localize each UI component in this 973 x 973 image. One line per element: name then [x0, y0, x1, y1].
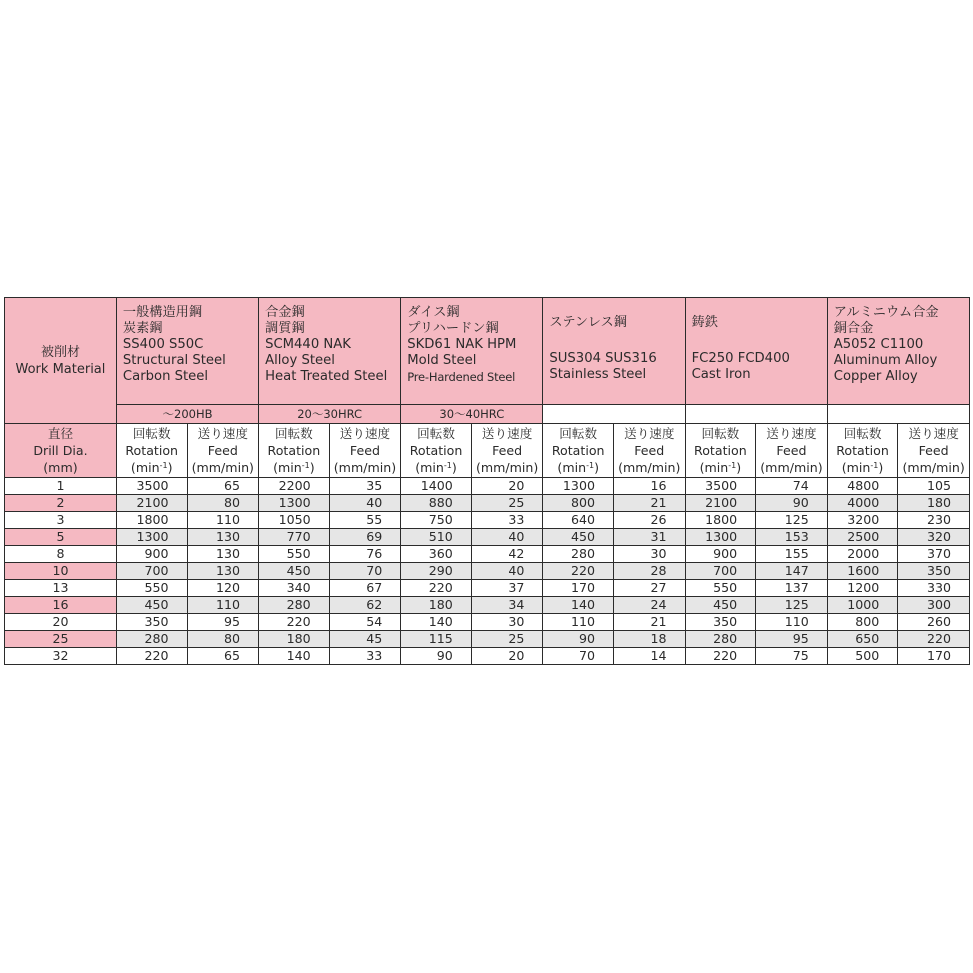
feed-cell: 40 [471, 529, 543, 546]
rotation-cell: 1800 [685, 512, 756, 529]
feed-cell: 20 [471, 478, 543, 495]
material-en-line: Copper Alloy [833, 369, 918, 384]
material-en-line: Cast Iron [691, 367, 751, 382]
feed-cell: 130 [187, 529, 259, 546]
feed-cell: 105 [898, 478, 970, 495]
rotation-header [401, 424, 472, 478]
rotation-cell: 3500 [685, 478, 756, 495]
feed-cell: 16 [613, 478, 685, 495]
rotation-en: Rotation [551, 443, 605, 458]
material-aluminum-alloy [827, 298, 969, 405]
material-en-line: Aluminum Alloy [833, 353, 938, 368]
feed-cell: 21 [613, 614, 685, 631]
rotation-cell: 700 [685, 563, 756, 580]
drill-dia-cell: 32 [5, 648, 117, 665]
rotation-unit: $(\min^{-1})$ [557, 460, 599, 475]
feed-cell: 155 [756, 546, 828, 563]
rotation-cell: 900 [116, 546, 187, 563]
rotation-en: Rotation [409, 443, 463, 458]
feed-cell: 120 [187, 580, 259, 597]
feed-cell: 21 [613, 495, 685, 512]
feed-cell: 153 [756, 529, 828, 546]
table-row [5, 631, 970, 648]
feed-cell: 130 [187, 546, 259, 563]
rotation-cell: 2100 [116, 495, 187, 512]
feed-header [187, 424, 259, 478]
rotation-cell: 2100 [685, 495, 756, 512]
rotation-cell: 90 [401, 648, 472, 665]
material-grade: SUS304 SUS316 [549, 351, 657, 366]
material-grade: SCM440 NAK [265, 337, 351, 352]
feed-cell: 170 [898, 648, 970, 665]
rotation-cell: 70 [543, 648, 614, 665]
material-jp-line: 銅合金 [833, 321, 874, 336]
feed-cell: 20 [471, 648, 543, 665]
feed-cell: 76 [329, 546, 401, 563]
feed-cell: 74 [756, 478, 828, 495]
feed-cell: 137 [756, 580, 828, 597]
feed-en: Feed [634, 443, 665, 458]
table-row [5, 512, 970, 529]
hardness-row [5, 405, 970, 424]
table-row [5, 648, 970, 665]
rotation-jp: 回転数 [843, 426, 882, 441]
feed-cell: 95 [187, 614, 259, 631]
material-alloy-steel [259, 298, 401, 405]
feed-cell: 300 [898, 597, 970, 614]
material-jp-line: 鋳鉄 [691, 315, 718, 330]
material-carbon-steel [116, 298, 258, 405]
rotation-cell: 170 [543, 580, 614, 597]
feed-cell: 110 [187, 512, 259, 529]
feed-cell: 65 [187, 648, 259, 665]
feed-cell: 95 [756, 631, 828, 648]
rotation-jp: 回転数 [132, 426, 171, 441]
rotation-cell: 1000 [827, 597, 898, 614]
table-row [5, 529, 970, 546]
feed-cell: 37 [471, 580, 543, 597]
work-material-header [5, 298, 117, 424]
rotation-cell: 640 [543, 512, 614, 529]
data-body [5, 478, 970, 665]
hardness-cell [827, 405, 969, 424]
rotation-cell: 1800 [116, 512, 187, 529]
rotation-unit: $(\min^{-1})$ [273, 460, 315, 475]
feed-header [756, 424, 828, 478]
feed-jp: 送り速度 [481, 426, 533, 441]
rotation-cell: 290 [401, 563, 472, 580]
feed-cell: 130 [187, 563, 259, 580]
rotation-cell: 510 [401, 529, 472, 546]
rotation-cell: 450 [543, 529, 614, 546]
rotation-cell: 500 [827, 648, 898, 665]
feed-cell: 260 [898, 614, 970, 631]
rotation-cell: 450 [259, 563, 330, 580]
rotation-cell: 550 [259, 546, 330, 563]
rotation-unit: $(\min^{-1})$ [130, 460, 173, 475]
feed-cell: 180 [898, 495, 970, 512]
rotation-jp: 回転数 [417, 426, 455, 441]
feed-cell: 40 [329, 495, 401, 512]
material-en-line: Mold Steel [407, 353, 477, 368]
rotation-cell: 140 [259, 648, 330, 665]
rotation-header [827, 424, 898, 478]
feed-cell: 30 [613, 546, 685, 563]
feed-cell: 35 [329, 478, 401, 495]
rotation-cell: 280 [116, 631, 187, 648]
rotation-cell: 140 [543, 597, 614, 614]
material-jp-line: 一般構造用鋼 [122, 305, 203, 320]
rotation-cell: 220 [116, 648, 187, 665]
material-stainless-steel [543, 298, 685, 405]
material-jp-line: 調質鋼 [265, 321, 305, 336]
rotation-cell: 900 [685, 546, 756, 563]
feed-cell: 220 [898, 631, 970, 648]
drill-dia-cell: 20 [5, 614, 117, 631]
feed-cell: 370 [898, 546, 970, 563]
rotation-cell: 280 [685, 631, 756, 648]
rotation-cell: 3200 [827, 512, 898, 529]
feed-cell: 69 [329, 529, 401, 546]
rotation-cell: 350 [116, 614, 187, 631]
rotation-cell: 140 [401, 614, 472, 631]
rotation-cell: 2200 [259, 478, 330, 495]
rotation-cell: 1300 [259, 495, 330, 512]
rotation-cell: 800 [543, 495, 614, 512]
material-grade: SKD61 NAK HPM [407, 337, 517, 352]
rotation-header [685, 424, 756, 478]
material-en-line: Stainless Steel [549, 367, 647, 382]
rotation-cell: 1400 [401, 478, 472, 495]
feed-cell: 67 [329, 580, 401, 597]
drill-dia-cell: 2 [5, 495, 117, 512]
drill-dia-cell: 16 [5, 597, 117, 614]
feed-cell: 80 [187, 631, 259, 648]
feed-cell: 330 [898, 580, 970, 597]
table-row [5, 478, 970, 495]
rotation-cell: 1200 [827, 580, 898, 597]
material-header-row [5, 298, 970, 405]
rotation-header [116, 424, 187, 478]
drill-dia-cell: 10 [5, 563, 117, 580]
rotation-cell: 750 [401, 512, 472, 529]
feed-cell: 90 [756, 495, 828, 512]
feed-cell: 125 [756, 512, 828, 529]
rotation-cell: 4800 [827, 478, 898, 495]
feed-cell: 110 [756, 614, 828, 631]
rotation-jp: 回転数 [274, 426, 313, 441]
rotation-cell: 2500 [827, 529, 898, 546]
cutting-conditions-table [4, 297, 970, 665]
feed-cell: 14 [613, 648, 685, 665]
material-mold-steel [401, 298, 543, 405]
rotation-cell: 3500 [116, 478, 187, 495]
feed-jp: 送り速度 [197, 426, 248, 441]
material-en-line: Heat Treated Steel [265, 369, 388, 384]
material-en-line: Pre-Hardened Steel [407, 370, 516, 384]
table-row [5, 495, 970, 512]
rotation-cell: 115 [401, 631, 472, 648]
hardness-cell: 30～40HRC [401, 405, 543, 424]
feed-cell: 34 [471, 597, 543, 614]
feed-cell: 320 [898, 529, 970, 546]
drill-dia-cell: 1 [5, 478, 117, 495]
table-row [5, 580, 970, 597]
drill-dia-cell: 8 [5, 546, 117, 563]
feed-unit: (mm/min) [191, 460, 254, 475]
feed-unit: (mm/min) [618, 460, 681, 475]
feed-cell: 31 [613, 529, 685, 546]
feed-unit: (mm/min) [475, 460, 539, 475]
feed-cell: 350 [898, 563, 970, 580]
feed-cell: 110 [187, 597, 259, 614]
feed-header [613, 424, 685, 478]
feed-cell: 27 [613, 580, 685, 597]
hardness-cell: ～200HB [116, 405, 258, 424]
material-en-line: Carbon Steel [122, 369, 209, 384]
table-row [5, 614, 970, 631]
hardness-cell [543, 405, 685, 424]
material-jp-line: アルミニウム合金 [833, 305, 939, 320]
feed-cell: 80 [187, 495, 259, 512]
feed-jp: 送り速度 [908, 426, 959, 441]
material-cast-iron [685, 298, 827, 405]
hardness-cell [685, 405, 827, 424]
feed-cell: 24 [613, 597, 685, 614]
drill-dia-unit: (mm) [43, 460, 78, 475]
material-grade: A5052 C1100 [833, 337, 924, 352]
rotation-cell: 280 [259, 597, 330, 614]
drill-dia-cell: 25 [5, 631, 117, 648]
feed-cell: 147 [756, 563, 828, 580]
feed-cell: 125 [756, 597, 828, 614]
feed-cell: 70 [329, 563, 401, 580]
feed-cell: 55 [329, 512, 401, 529]
drill-dia-cell: 3 [5, 512, 117, 529]
rotation-header [259, 424, 330, 478]
feed-cell: 42 [471, 546, 543, 563]
rotation-cell: 2000 [827, 546, 898, 563]
drill-dia-cell: 13 [5, 580, 117, 597]
column-header-row [5, 424, 970, 478]
feed-en: Feed [492, 443, 523, 458]
hardness-cell: 20～30HRC [259, 405, 401, 424]
rotation-header [543, 424, 614, 478]
feed-en: Feed [207, 443, 238, 458]
rotation-en: Rotation [125, 443, 179, 458]
feed-cell: 40 [471, 563, 543, 580]
feed-cell: 54 [329, 614, 401, 631]
feed-cell: 45 [329, 631, 401, 648]
rotation-cell: 90 [543, 631, 614, 648]
feed-cell: 25 [471, 495, 543, 512]
feed-cell: 33 [329, 648, 401, 665]
rotation-cell: 360 [401, 546, 472, 563]
feed-cell: 30 [471, 614, 543, 631]
rotation-cell: 1300 [116, 529, 187, 546]
rotation-cell: 220 [259, 614, 330, 631]
rotation-cell: 450 [685, 597, 756, 614]
feed-cell: 26 [613, 512, 685, 529]
feed-cell: 33 [471, 512, 543, 529]
rotation-cell: 1600 [827, 563, 898, 580]
rotation-cell: 220 [401, 580, 472, 597]
material-jp-line: ステンレス鋼 [549, 315, 627, 330]
feed-en: Feed [349, 443, 380, 458]
drill-dia-jp: 直径 [47, 426, 74, 441]
rotation-cell: 180 [401, 597, 472, 614]
rotation-cell: 1300 [543, 478, 614, 495]
feed-cell: 28 [613, 563, 685, 580]
feed-jp: 送り速度 [339, 426, 391, 441]
material-jp-line: 合金鋼 [265, 305, 305, 320]
feed-cell: 65 [187, 478, 259, 495]
table-row [5, 597, 970, 614]
rotation-cell: 180 [259, 631, 330, 648]
rotation-cell: 340 [259, 580, 330, 597]
rotation-cell: 550 [685, 580, 756, 597]
feed-cell: 230 [898, 512, 970, 529]
rotation-cell: 220 [543, 563, 614, 580]
feed-unit: (mm/min) [333, 460, 397, 475]
feed-header [471, 424, 543, 478]
rotation-cell: 770 [259, 529, 330, 546]
material-grade: FC250 FCD400 [691, 351, 790, 366]
rotation-cell: 800 [827, 614, 898, 631]
feed-unit: (mm/min) [760, 460, 823, 475]
rotation-en: Rotation [694, 443, 747, 458]
rotation-unit: $(\min^{-1})$ [699, 460, 742, 475]
rotation-unit: $(\min^{-1})$ [841, 460, 884, 475]
table-row [5, 563, 970, 580]
rotation-cell: 700 [116, 563, 187, 580]
drill-dia-en: Drill Dia. [33, 443, 88, 458]
rotation-cell: 650 [827, 631, 898, 648]
material-grade: SS400 S50C [122, 337, 204, 352]
work-material-jp: 被削材 [40, 344, 80, 360]
material-en-line: Alloy Steel [265, 353, 335, 368]
feed-cell: 18 [613, 631, 685, 648]
rotation-cell: 1050 [259, 512, 330, 529]
work-material-en: Work Material [15, 361, 106, 377]
feed-cell: 75 [756, 648, 828, 665]
rotation-cell: 1300 [685, 529, 756, 546]
rotation-cell: 450 [116, 597, 187, 614]
rotation-unit: $(\min^{-1})$ [415, 460, 457, 475]
rotation-jp: 回転数 [559, 426, 598, 441]
feed-en: Feed [776, 443, 807, 458]
rotation-cell: 4000 [827, 495, 898, 512]
rotation-cell: 880 [401, 495, 472, 512]
feed-cell: 25 [471, 631, 543, 648]
feed-header [329, 424, 401, 478]
feed-jp: 送り速度 [624, 426, 675, 441]
rotation-cell: 550 [116, 580, 187, 597]
rotation-en: Rotation [267, 443, 321, 458]
feed-cell: 62 [329, 597, 401, 614]
table-row [5, 546, 970, 563]
feed-en: Feed [918, 443, 949, 458]
rotation-cell: 350 [685, 614, 756, 631]
material-jp-line: ダイス鋼 [407, 305, 460, 320]
rotation-cell: 220 [685, 648, 756, 665]
feed-unit: (mm/min) [902, 460, 965, 475]
material-jp-line: プリハードン鋼 [407, 321, 499, 336]
material-jp-line: 炭素鋼 [122, 321, 163, 336]
feed-header [898, 424, 970, 478]
rotation-cell: 280 [543, 546, 614, 563]
feed-jp: 送り速度 [766, 426, 817, 441]
drill-dia-header [5, 424, 117, 478]
drill-dia-cell: 5 [5, 529, 117, 546]
material-en-line: Structural Steel [122, 353, 226, 368]
rotation-cell: 110 [543, 614, 614, 631]
rotation-jp: 回転数 [701, 426, 740, 441]
rotation-en: Rotation [836, 443, 889, 458]
